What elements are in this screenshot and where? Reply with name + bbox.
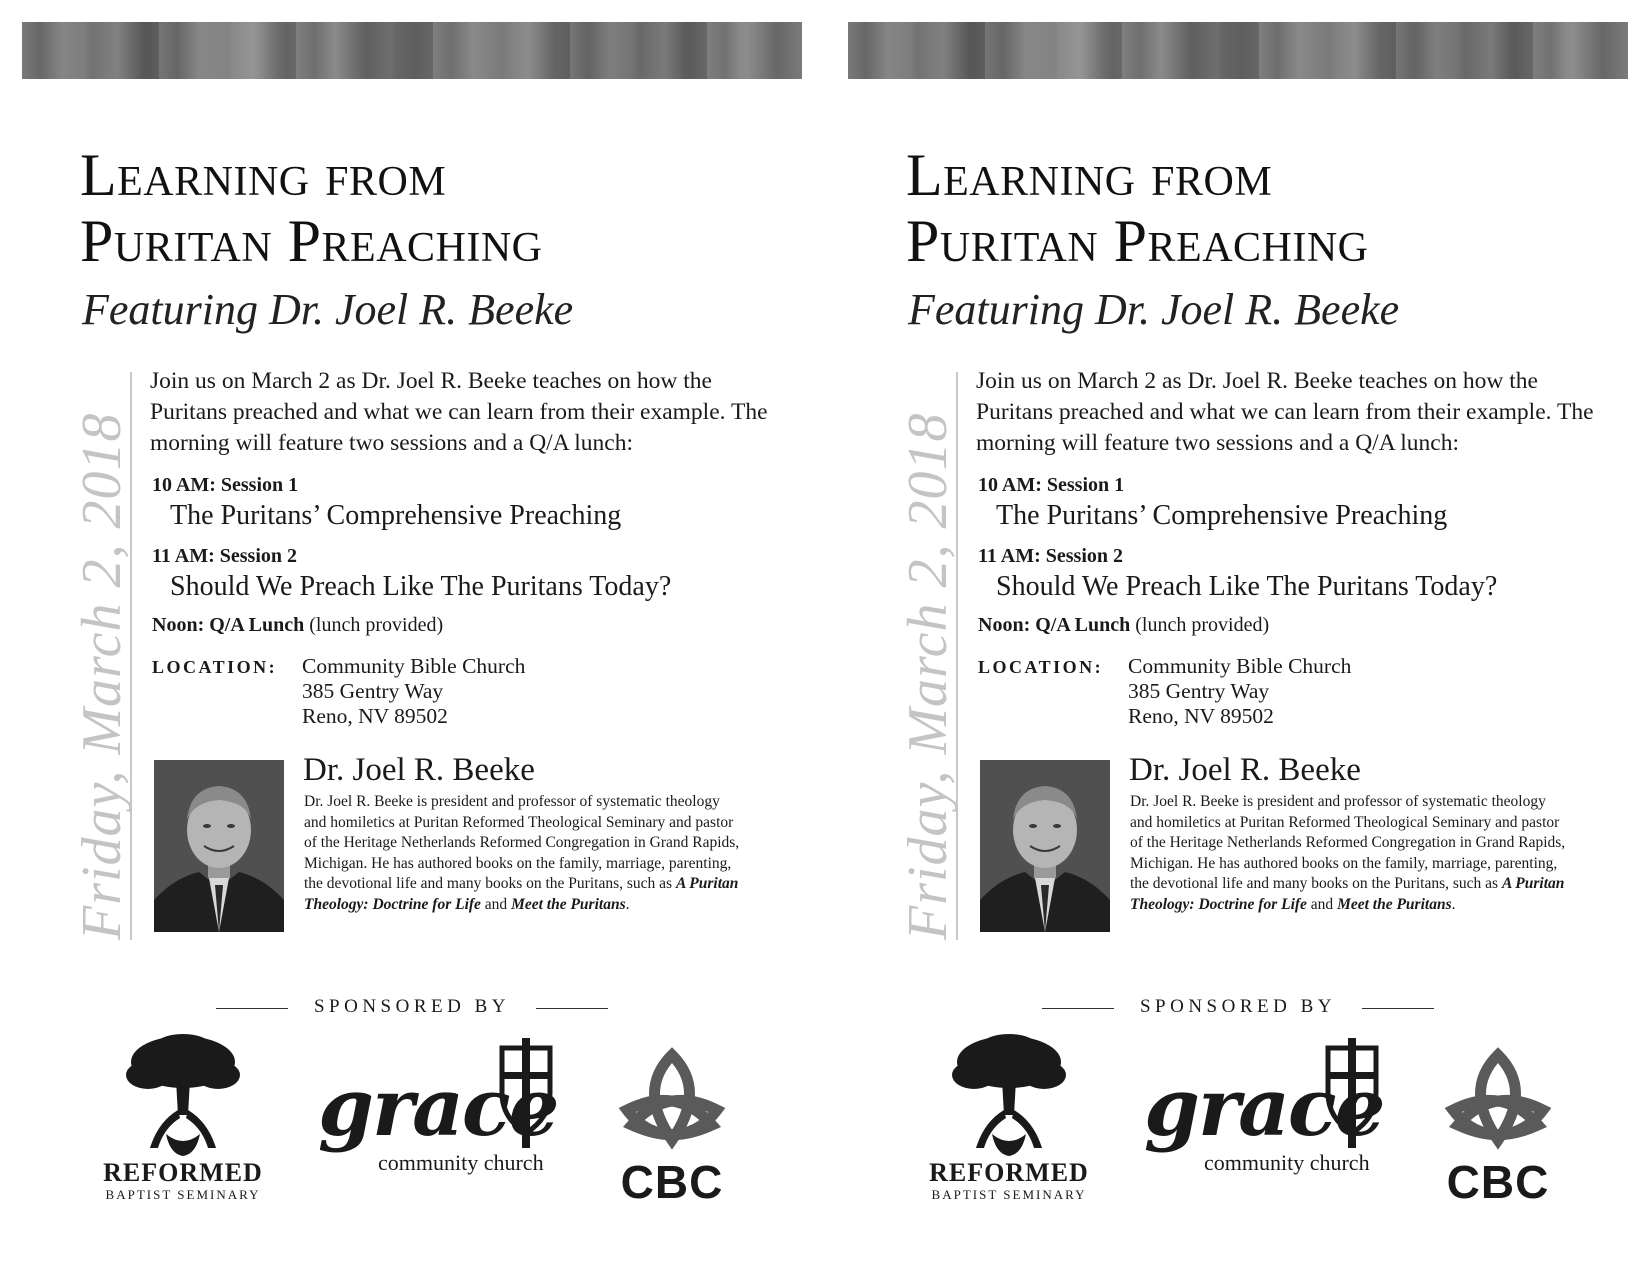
session-2-time: 11 AM: Session 2 [152, 545, 298, 567]
logo-grace-community-church [1134, 1050, 1404, 1210]
bio-body: Dr. Joel R. Beeke is president and professor of systematic theology and homiletics at Puritan Reformed Theological Seminary and pastor of the Heritage Netherlands Reformed Congregation in Grand Rapids, Michigan. He has authored books on the family, marriage, parenting, the devotional life and many books on the Puritans, such as [304, 793, 740, 892]
lunch-line [152, 614, 443, 637]
speaker-name: Dr. Joel R. Beeke [303, 752, 535, 788]
location-line-2: 385 Gentry Way [302, 679, 444, 703]
tree-icon [914, 1030, 1104, 1160]
flyer-right [826, 0, 1626, 1275]
logo-cbc [1438, 1045, 1558, 1215]
session-2-title: Should We Preach Like The Puritans Today? [996, 571, 1498, 602]
session-1-time: 10 AM: Session 1 [152, 474, 299, 496]
bio-book-2: Meet the Puritans [511, 895, 626, 913]
location-address [1128, 654, 1351, 729]
title-line-2: Puritan Preaching [906, 208, 1369, 274]
flyer-subtitle: Featuring Dr. Joel R. Beeke [908, 285, 1400, 334]
flyer-subtitle: Featuring Dr. Joel R. Beeke [82, 285, 574, 334]
sponsor-3-name: CBC [620, 1156, 724, 1208]
sponsor-2-sub: community church [378, 1150, 544, 1175]
bio-book-2: Meet the Puritans [1337, 895, 1452, 913]
sponsor-1-name: REFORMED [929, 1158, 1089, 1187]
location-label: LOCATION: [978, 657, 1104, 677]
bio-and: and [1306, 895, 1338, 913]
sponsored-by-label: SPONSORED BY [1139, 996, 1336, 1017]
speaker-bio [304, 792, 744, 915]
intro-paragraph: Join us on March 2 as Dr. Joel R. Beeke teaches on how the Puritans preached and what we can learn from their example. The morning will feature two sessions and a Q/A lunch: [150, 368, 768, 456]
sponsored-by-row [1042, 996, 1434, 1022]
location-line-2: 385 Gentry Way [1128, 679, 1270, 703]
trinity-knot-icon [612, 1045, 732, 1155]
sponsor-1-name: REFORMED [103, 1158, 263, 1187]
sponsor-1-sub: BAPTIST SEMINARY [931, 1187, 1087, 1202]
location-address [302, 654, 525, 729]
speaker-photo [980, 760, 1110, 932]
sponsor-2-word: grace [1144, 1060, 1384, 1154]
bio-book-1: A Puritan Theology: Doctrine for Life [1130, 875, 1565, 913]
session-1-title: The Puritans’ Comprehensive Preaching [996, 500, 1448, 531]
sponsored-by-label: SPONSORED BY [313, 996, 510, 1017]
location-line-1: Community Bible Church [302, 654, 526, 678]
logo-cbc [612, 1045, 732, 1215]
bio-end: . [625, 895, 630, 913]
lunch-label: Noon: Q/A Lunch [978, 614, 1131, 636]
title-line-1: Learning from [906, 142, 1273, 208]
sponsor-rule-left [216, 1008, 288, 1009]
speaker-photo [154, 760, 284, 932]
speaker-portrait-icon [980, 760, 1110, 932]
title-line-1: Learning from [80, 142, 447, 208]
sponsor-2-word: grace [318, 1060, 558, 1154]
banner-texture [22, 22, 802, 79]
flyer-left [0, 0, 800, 1275]
trinity-knot-icon [1438, 1045, 1558, 1155]
sponsored-by-row [216, 996, 608, 1022]
sponsor-rule-left [1042, 1008, 1114, 1009]
location-line-3: Reno, NV 89502 [302, 704, 448, 728]
logo-reformed-baptist-seminary [88, 1030, 278, 1210]
event-date-vertical: Friday, March 2, 2018 [897, 412, 959, 940]
banner-texture [848, 22, 1628, 79]
speaker-name: Dr. Joel R. Beeke [1129, 752, 1361, 788]
location-line-3: Reno, NV 89502 [1128, 704, 1274, 728]
sponsor-rule-right [1362, 1008, 1434, 1009]
sponsor-3-name: CBC [1446, 1156, 1550, 1208]
logo-reformed-baptist-seminary [914, 1030, 1104, 1210]
lunch-line [978, 614, 1269, 637]
lunch-note: (lunch provided) [1135, 614, 1270, 636]
bio-and: and [480, 895, 512, 913]
location-label: LOCATION: [152, 657, 278, 677]
speaker-portrait-icon [154, 760, 284, 932]
bio-book-1: A Puritan Theology: Doctrine for Life [304, 875, 739, 913]
bio-end: . [1451, 895, 1456, 913]
speaker-bio [1130, 792, 1570, 915]
flyer-title [906, 142, 1369, 274]
title-line-2: Puritan Preaching [80, 208, 543, 274]
logo-grace-community-church [308, 1050, 578, 1210]
location-line-1: Community Bible Church [1128, 654, 1352, 678]
lunch-note: (lunch provided) [309, 614, 444, 636]
sponsor-2-sub: community church [1204, 1150, 1370, 1175]
session-2-title: Should We Preach Like The Puritans Today? [170, 571, 672, 602]
session-2-time: 11 AM: Session 2 [978, 545, 1124, 567]
session-1-time: 10 AM: Session 1 [978, 474, 1125, 496]
sponsor-1-sub: BAPTIST SEMINARY [105, 1187, 261, 1202]
event-date-vertical: Friday, March 2, 2018 [71, 412, 133, 940]
bio-body: Dr. Joel R. Beeke is president and professor of systematic theology and homiletics at Puritan Reformed Theological Seminary and pastor of the Heritage Netherlands Reformed Congregation in Grand Rapids, Michigan. He has authored books on the family, marriage, parenting, the devotional life and many books on the Puritans, such as [1130, 793, 1566, 892]
flyer-title [80, 142, 543, 274]
session-1-title: The Puritans’ Comprehensive Preaching [170, 500, 622, 531]
tree-icon [88, 1030, 278, 1160]
sponsor-rule-right [536, 1008, 608, 1009]
lunch-label: Noon: Q/A Lunch [152, 614, 305, 636]
intro-paragraph: Join us on March 2 as Dr. Joel R. Beeke teaches on how the Puritans preached and what we can learn from their example. The morning will feature two sessions and a Q/A lunch: [976, 368, 1594, 456]
